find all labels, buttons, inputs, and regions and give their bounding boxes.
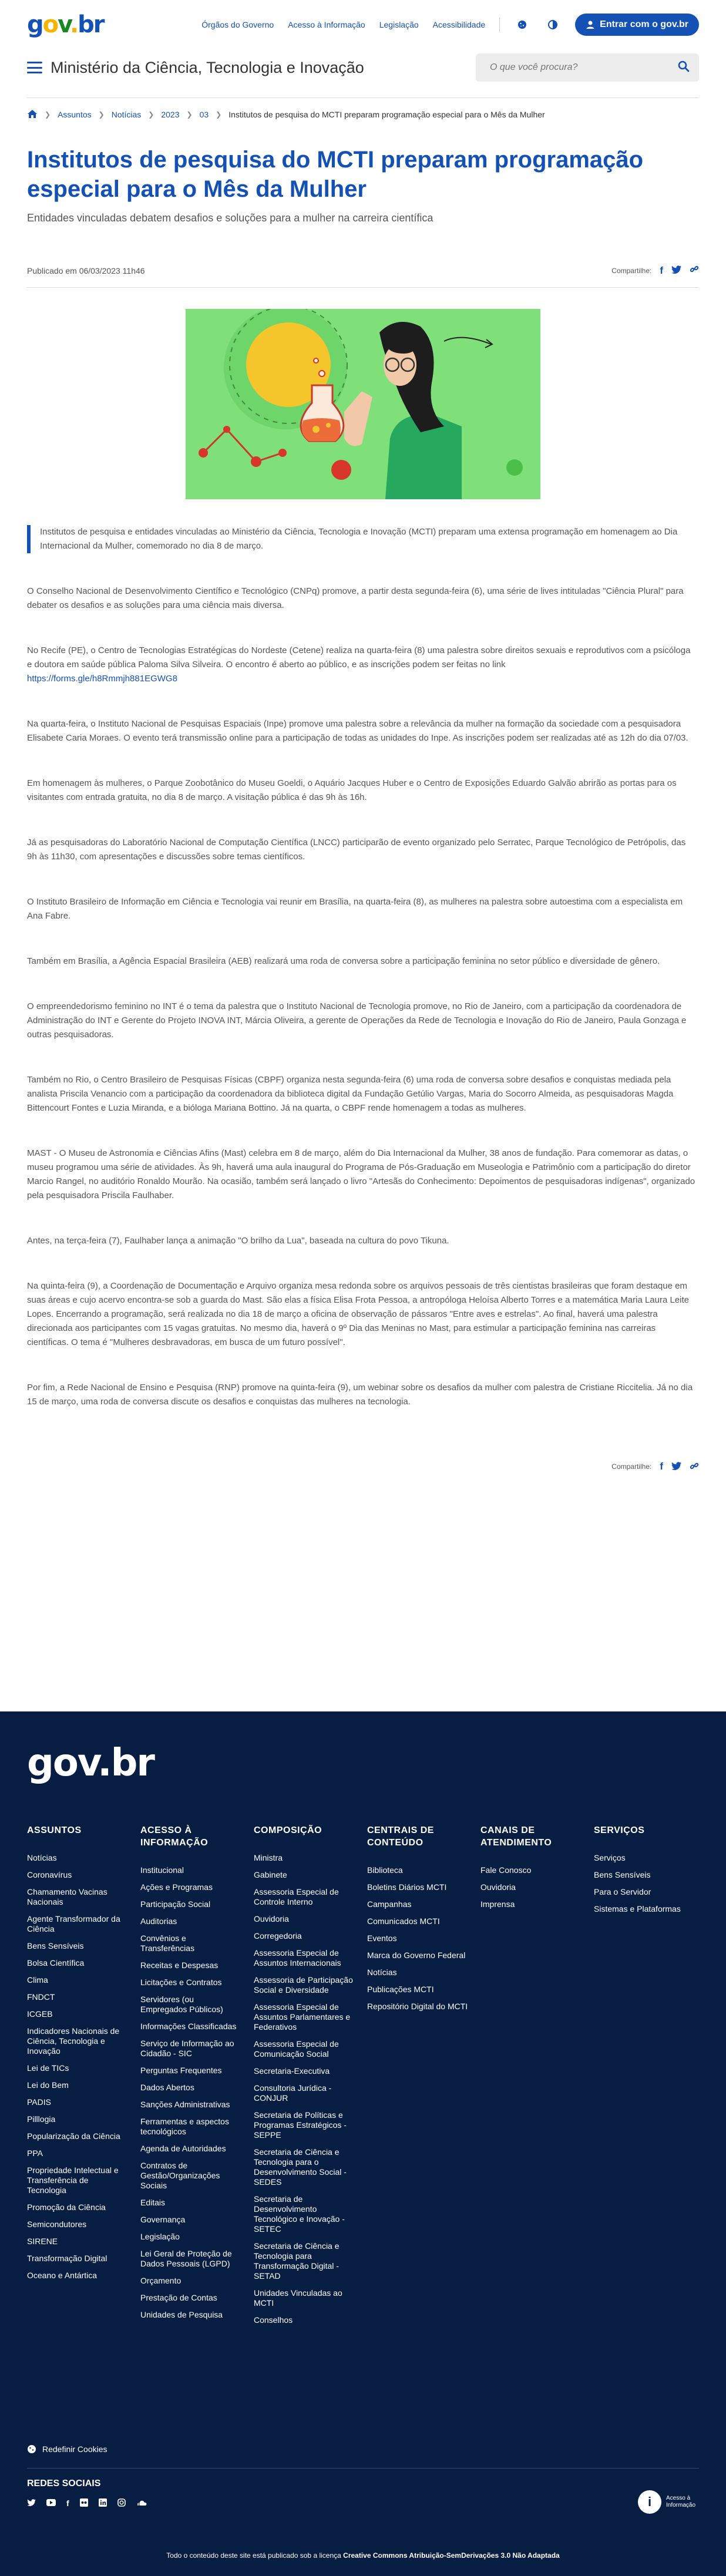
footer-link[interactable]: FNDCT bbox=[27, 1992, 55, 2002]
footer-column-title: COMPOSIÇÃO bbox=[254, 1825, 322, 1835]
cookies-reset[interactable] bbox=[27, 2444, 107, 2454]
footer-link[interactable]: Agente Transformador da Ciência bbox=[27, 1914, 120, 1933]
footer-column bbox=[594, 1824, 707, 2332]
footer-link[interactable]: Secretaria de Políticas e Programas Estratégicos - SEPPE bbox=[254, 2110, 347, 2140]
footer-link[interactable]: Servidores (ou Empregados Públicos) bbox=[140, 1995, 223, 2014]
footer-link[interactable]: Assessoria Especial de Assuntos Internacionais bbox=[254, 1948, 341, 1968]
article-paragraph: O Conselho Nacional de Desenvolvimento Científico e Tecnológico (CNPq) promove, a partir desta segunda-feira (6), uma série de lives intituladas "Ciência Plural" para debater os desafios e as soluções para uma ciência mais diversa. bbox=[27, 586, 684, 610]
footer-column bbox=[480, 1824, 594, 2332]
footer-link[interactable]: Assessoria de Participação Social e Diversidade bbox=[254, 1975, 353, 1995]
chevron-right-icon: ❯ bbox=[45, 110, 51, 119]
user-icon bbox=[586, 20, 595, 29]
article-paragraph: MAST - O Museu de Astronomia e Ciências Afins (Mast) celebra em 8 de março, além do Dia Internacional da Mulher, 38 anos de fundação. Para comemorar as datas, o museu programou uma série de atividades. Às 9h, haverá uma aula inaugural do Programa de Pós-Graduação em Museologia e Patrimônio com a participação do diretor Marcio Rangel, no auditório Ronaldo Mourão. Na ocasião, também será lançado o livro "Artesãs do Conhecimento: Depoimentos de pesquisadoras indígenas", organizado pela pesquisadora Priscila Faulhaber. bbox=[27, 1148, 695, 1200]
article-paragraph: Antes, na terça-feira (7), Faulhaber lança a animação "O brilho da Lua", baseada na cultura do povo Tikuna. bbox=[27, 1236, 449, 1246]
footer-link[interactable]: Legislação bbox=[140, 2232, 180, 2241]
footer-link[interactable]: Ministra bbox=[254, 1853, 283, 1862]
footer-link[interactable]: Participação Social bbox=[140, 1899, 211, 1909]
footer-govbr-logo[interactable] bbox=[27, 1741, 154, 1785]
footer-link[interactable]: Editais bbox=[140, 2198, 166, 2207]
footer-link[interactable]: Receitas e Despesas bbox=[140, 1960, 219, 1970]
footer-link[interactable]: Propriedade Intelectual e Transferência de Tecnologia bbox=[27, 2165, 119, 2195]
footer-link[interactable]: Ouvidoria bbox=[480, 1882, 516, 1892]
article-paragraph: Por fim, a Rede Nacional de Ensino e Pesquisa (RNP) promove na quinta-feira (9), um webinar sobre os desafios da mulher com palestra de Cristiane Riccitelia. Já no dia 15 de março, uma roda de conversa discute os desafios e conquistas das mulheres na tecnologia. bbox=[27, 1383, 693, 1407]
footer-link[interactable]: Lei de TICs bbox=[27, 2063, 69, 2073]
logo-letter: r bbox=[93, 11, 104, 38]
footer-columns bbox=[27, 1824, 707, 2332]
article bbox=[0, 145, 726, 1472]
footer-link[interactable]: Corregedoria bbox=[254, 1931, 302, 1941]
footer-link[interactable]: Governança bbox=[140, 2215, 186, 2224]
divider bbox=[499, 18, 500, 32]
search-bar[interactable] bbox=[476, 53, 699, 82]
footer-link[interactable]: Agenda de Autoridades bbox=[140, 2144, 226, 2153]
logo-letter: r bbox=[136, 1741, 154, 1785]
footer-link[interactable]: Institucional bbox=[140, 1865, 184, 1875]
linkedin-icon[interactable] bbox=[99, 2498, 107, 2508]
footer-link[interactable]: Sanções Administrativas bbox=[140, 2100, 230, 2109]
footer-link[interactable]: Secretaria de Ciência e Tecnologia para Transformação Digital - SETAD bbox=[254, 2241, 340, 2281]
footer-link[interactable]: Lei do Bem bbox=[27, 2080, 69, 2090]
article-paragraph: O Instituto Brasileiro de Informação em Ciência e Tecnologia vai reunir em Brasília, na quarta-feira (8), as mulheres na palestra sobre autoestima com a especialista em Ana Fabre. bbox=[27, 897, 683, 921]
footer-link[interactable]: Lei Geral de Proteção de Dados Pessoais (LGPD) bbox=[140, 2249, 232, 2268]
share-label: Compartilhe: bbox=[611, 266, 652, 275]
footer-link[interactable]: Gabinete bbox=[254, 1870, 287, 1879]
footer-link[interactable]: Convênios e Transferências bbox=[140, 1933, 195, 1953]
footer-link[interactable]: PPA bbox=[27, 2148, 43, 2158]
footer-link[interactable]: Promoção da Ciência bbox=[27, 2202, 106, 2212]
footer-link[interactable]: Licitações e Contratos bbox=[140, 1978, 222, 1987]
footer-link[interactable]: Secretaria-Executiva bbox=[254, 2066, 330, 2076]
flickr-icon[interactable] bbox=[80, 2498, 88, 2508]
logo-letter: b bbox=[110, 1741, 137, 1785]
share-label: Compartilhe: bbox=[611, 1462, 652, 1471]
footer-link[interactable]: Bens Sensíveis bbox=[594, 1870, 651, 1879]
footer-link[interactable]: Semicondutores bbox=[27, 2219, 87, 2229]
article-illustration bbox=[186, 309, 540, 499]
chevron-right-icon: ❯ bbox=[186, 110, 193, 119]
logo-letter: o bbox=[42, 11, 58, 38]
logo-letter: b bbox=[78, 11, 93, 38]
acesso-label: Acesso à Informação bbox=[666, 2495, 696, 2508]
top-bar bbox=[0, 0, 726, 49]
acesso-informacao-link[interactable] bbox=[638, 2490, 695, 2514]
social-title: REDES SOCIAIS bbox=[27, 2479, 101, 2488]
footer-link[interactable]: Publicações MCTI bbox=[367, 1985, 434, 1994]
footer-link[interactable]: Assessoria Especial de Assuntos Parlamentares e Federativos bbox=[254, 2002, 351, 2032]
link-icon[interactable] bbox=[690, 1461, 699, 1472]
nav-acesso-informacao[interactable]: Acesso à Informação bbox=[288, 20, 365, 29]
article-paragraph: Também no Rio, o Centro Brasileiro de Pesquisas Físicas (CBPF) organiza nesta segunda-feira (6) uma roda de conversa sobre desafios e conquistas mediada pela analista Priscila Venancio com a participação da coordenadora da biblioteca digital da Fundação Getúlio Vargas, Maria do Socorro Almeida, as pesquisadoras Magda Bittencourt Fontes e Luzia Miranda, e a bióloga Mariana Bottino. Já na quarta, o CBPF rende homenagem a todas as mulheres. bbox=[27, 1075, 674, 1113]
footer-column bbox=[254, 1824, 367, 2332]
footer-link[interactable]: Prestação de Contas bbox=[140, 2293, 217, 2302]
footer-link[interactable]: Para o Servidor bbox=[594, 1887, 651, 1896]
article-paragraph bbox=[27, 644, 697, 686]
facebook-icon[interactable]: f bbox=[660, 264, 663, 276]
nav-acessibilidade[interactable]: Acessibilidade bbox=[432, 20, 486, 29]
footer-link[interactable]: PADIS bbox=[27, 2097, 51, 2107]
chevron-right-icon: ❯ bbox=[98, 110, 105, 119]
article-paragraph: O empreendedorismo feminino no INT é o tema da palestra que o Instituto Nacional de Tecnologia promove, no Rio de Janeiro, com a participação da coordenadora de Administração do INT e Gerente do Projeto INOVA INT, Márcia Oliveira, a gerente de Operações da Rede de Tecnologia e Inovação do Rio de Janeiro, Paula Gonzaga e outras pesquisadoras. bbox=[27, 1001, 687, 1040]
footer-column-title: ACESSO À INFORMAÇÃO bbox=[140, 1825, 209, 1848]
footer-link[interactable]: Orçamento bbox=[140, 2276, 182, 2285]
footer-link[interactable]: Transformação Digital bbox=[27, 2254, 107, 2263]
article-paragraph: Já as pesquisadoras do Laboratório Nacional de Computação Científica (LNCC) participarão de evento organizado pelo Serratec, Parque Tecnológico de Petrópolis, das 9h às 11h30, com apresentações e discussões sobre temas científicos. bbox=[27, 838, 686, 862]
page-title: Institutos de pesquisa do MCTI preparam programação especial para o Mês da Mulher bbox=[27, 147, 644, 202]
logo-letter: . bbox=[69, 11, 78, 38]
footer-link[interactable]: Unidades Vinculadas ao MCTI bbox=[254, 2288, 342, 2308]
nav-orgaos[interactable]: Órgãos do Governo bbox=[201, 20, 274, 29]
social-links bbox=[27, 2498, 147, 2508]
footer-column bbox=[367, 1824, 480, 2332]
footer-link[interactable]: Assessoria Especial de Controle Interno bbox=[254, 1887, 339, 1906]
article-lead: Institutos de pesquisa e entidades vinculadas ao Ministério da Ciência, Tecnologia e Inovação (MCTI) preparam uma extensa programação em homenagem ao Dia Internacional da Mulher, comemorado no dia 8 de março. bbox=[27, 525, 697, 553]
footer-link[interactable]: Perguntas Frequentes bbox=[140, 2066, 222, 2075]
breadcrumb-2023[interactable]: 2023 bbox=[161, 110, 180, 119]
footer-link[interactable]: Notícias bbox=[367, 1968, 397, 1977]
footer-link[interactable]: Bolsa Científica bbox=[27, 1958, 85, 1968]
footer-link[interactable]: Fale Conosco bbox=[480, 1865, 532, 1875]
footer-link[interactable]: Secretaria de Desenvolvimento Tecnológico e Inovação - SETEC bbox=[254, 2194, 345, 2234]
page-subtitle: Entidades vinculadas debatem desafios e soluções para a mulher na carreira científica bbox=[27, 212, 433, 224]
site-title[interactable]: Ministério da Ciência, Tecnologia e Inovação bbox=[51, 58, 364, 76]
govbr-logo[interactable] bbox=[27, 13, 104, 36]
breadcrumb-current: Institutos de pesquisa do MCTI preparam programação especial para o Mês da Mulher bbox=[228, 110, 545, 119]
footer-column-title: CANAIS DE ATENDIMENTO bbox=[480, 1825, 552, 1848]
share-bar-bottom bbox=[27, 1461, 699, 1472]
footer-link[interactable]: Unidades de Pesquisa bbox=[140, 2310, 223, 2319]
logo-letter: g bbox=[27, 1741, 53, 1785]
footer-link[interactable]: Repositório Digital do MCTI bbox=[367, 2002, 468, 2011]
info-icon: i bbox=[638, 2490, 661, 2514]
article-meta bbox=[27, 264, 699, 277]
license-prefix: Todo o conteúdo deste site está publicado sob a licença bbox=[166, 2551, 341, 2560]
divider bbox=[27, 2468, 699, 2469]
login-button[interactable] bbox=[575, 14, 699, 36]
twitter-icon[interactable] bbox=[27, 2498, 36, 2508]
footer-link[interactable]: Serviço de Informação ao Cidadão - SIC bbox=[140, 2039, 234, 2058]
twitter-icon[interactable] bbox=[671, 1462, 681, 1472]
article-paragraph: Na quarta-feira, o Instituto Nacional de Pesquisas Espaciais (Inpe) promove uma palestra sobre a relevância da mulher na formação da sociedade com a pesquisadora Elisabete Caria Moraes. O evento terá transmissão online para a participação de todas as unidades do Inpe. As inscrições podem ser realizadas até as 12h do dia 07/03. bbox=[27, 719, 688, 743]
footer-link[interactable]: Ações e Programas bbox=[140, 1882, 213, 1892]
top-nav bbox=[201, 14, 699, 36]
license-text bbox=[0, 2551, 726, 2560]
breadcrumb bbox=[0, 99, 726, 130]
share-bar bbox=[611, 264, 699, 277]
logo-letter: v bbox=[58, 11, 70, 38]
footer-link[interactable]: Campanhas bbox=[367, 1899, 412, 1909]
license-link[interactable]: Creative Commons Atribuição-SemDerivações 3.0 Não Adaptada bbox=[343, 2551, 560, 2560]
footer-link[interactable]: Serviços bbox=[594, 1853, 626, 1862]
footer-link[interactable]: Bens Sensíveis bbox=[27, 1941, 84, 1951]
footer-link[interactable]: Sistemas e Plataformas bbox=[594, 1904, 681, 1913]
youtube-icon[interactable] bbox=[46, 2498, 56, 2508]
paragraph-text: No Recife (PE), o Centro de Tecnologias Estratégicas do Nordeste (Cetene) realiza na quarta-feira (8) uma palestra sobre direitos sexuais e reprodutivos com a psicóloga e doutora em saúde pública Paloma Silva Silveira. O encontro é aberto ao público, e as inscrições podem ser feitas no link bbox=[27, 645, 691, 670]
instagram-icon[interactable] bbox=[117, 2498, 126, 2508]
footer-column-title: SERVIÇOS bbox=[594, 1825, 645, 1835]
footer-link[interactable]: Coronavírus bbox=[27, 1870, 72, 1879]
logo-letter: v bbox=[77, 1741, 98, 1785]
footer-link[interactable]: Clima bbox=[27, 1975, 48, 1985]
cookie-icon bbox=[27, 2444, 36, 2454]
contrast-icon[interactable] bbox=[544, 16, 561, 33]
footer-column bbox=[27, 1824, 140, 2332]
footer-link[interactable]: Popularização da Ciência bbox=[27, 2131, 120, 2141]
footer-link[interactable]: Consultoria Jurídica - CONJUR bbox=[254, 2083, 332, 2103]
footer-link[interactable]: Secretaria de Ciência e Tecnologia para o Desenvolvimento Social - SEDES bbox=[254, 2147, 347, 2187]
breadcrumb-03[interactable]: 03 bbox=[199, 110, 209, 119]
logo-letter: . bbox=[98, 1741, 111, 1785]
home-icon[interactable] bbox=[27, 109, 38, 120]
site-header bbox=[0, 49, 726, 86]
cookies-icon[interactable] bbox=[514, 16, 530, 33]
footer-link[interactable]: Biblioteca bbox=[367, 1865, 403, 1875]
breadcrumb-assuntos[interactable]: Assuntos bbox=[58, 110, 92, 119]
logo-letter: o bbox=[52, 1741, 78, 1785]
footer-link[interactable]: Eventos bbox=[367, 1933, 397, 1943]
footer-link[interactable]: Contratos de Gestão/Organizações Sociais bbox=[140, 2161, 220, 2190]
footer-link[interactable]: Conselhos bbox=[254, 2315, 293, 2325]
twitter-icon[interactable] bbox=[671, 265, 681, 277]
footer-link[interactable]: Auditorias bbox=[140, 1916, 177, 1926]
divider bbox=[27, 287, 699, 288]
footer-link[interactable]: Notícias bbox=[27, 1853, 57, 1862]
link-icon[interactable] bbox=[690, 264, 699, 277]
article-paragraph: Na quinta-feira (9), a Coordenação de Documentação e Arquivo organiza mesa redonda sobre os arquivos pessoais de três cientistas brasileiras que foram destaque em suas áreas e cujo acervo encontra-se sob a guarda do Mast. São elas a física Elisa Frota Pessoa, a antropóloga Heloísa Alberto Torres e a matemática Maria Laura Leite Lopes. Encerrando a programação, será realizada no dia 18 de março a oficina de observação de pássaros "Entre aves e estrelas". Ao final, haverá uma palestra direcionada aos participantes com 15 vagas gratuitas. No mesmo dia, haverá o 9º Dia das Meninas no Mast, para estimular a participação feminina nas carreiras científicas. O tema é "Mulheres desbravadoras, em busca de um futuro possível". bbox=[27, 1281, 690, 1347]
soundcloud-icon[interactable] bbox=[136, 2498, 147, 2508]
search-icon[interactable] bbox=[678, 60, 690, 75]
logo-letter: g bbox=[27, 11, 43, 38]
facebook-icon[interactable]: f bbox=[66, 2498, 69, 2508]
form-link[interactable]: https://forms.gle/h8Rmmjh881EGWG8 bbox=[27, 674, 177, 684]
chevron-right-icon: ❯ bbox=[216, 110, 222, 119]
footer-link[interactable]: Imprensa bbox=[480, 1899, 515, 1909]
footer-link[interactable]: Ferramentas e aspectos tecnológicos bbox=[140, 2117, 229, 2136]
published-date: Publicado em 06/03/2023 11h46 bbox=[27, 265, 145, 275]
footer-link[interactable]: Assessoria Especial de Comunicação Social bbox=[254, 2039, 339, 2059]
footer-column-title: CENTRAIS DE CONTEÚDO bbox=[367, 1825, 434, 1848]
footer-link[interactable]: Dados Abertos bbox=[140, 2083, 194, 2092]
login-label: Entrar com o gov.br bbox=[600, 19, 688, 29]
site-footer bbox=[0, 1711, 726, 2576]
footer-link[interactable]: Indicadores Nacionais de Ciência, Tecnologia e Inovação bbox=[27, 2026, 120, 2056]
cookies-label: Redefinir Cookies bbox=[42, 2444, 107, 2454]
footer-link[interactable]: ICGEB bbox=[27, 2009, 53, 2019]
footer-column-title: ASSUNTOS bbox=[27, 1825, 82, 1835]
menu-icon[interactable] bbox=[27, 62, 42, 73]
footer-link[interactable]: Ouvidoria bbox=[254, 1914, 289, 1923]
footer-link[interactable]: Marca do Governo Federal bbox=[367, 1951, 466, 1960]
footer-link[interactable]: Chamamento Vacinas Nacionais bbox=[27, 1887, 107, 1906]
facebook-icon[interactable]: f bbox=[660, 1461, 663, 1472]
footer-link[interactable]: Pilllogia bbox=[27, 2114, 56, 2124]
footer-link[interactable]: SIRENE bbox=[27, 2237, 58, 2246]
nav-legislacao[interactable]: Legislação bbox=[379, 20, 419, 29]
chevron-right-icon: ❯ bbox=[148, 110, 154, 119]
breadcrumb-noticias[interactable]: Notícias bbox=[111, 110, 142, 119]
footer-link[interactable]: Comunicados MCTI bbox=[367, 1916, 440, 1926]
footer-link[interactable]: Boletins Diários MCTI bbox=[367, 1882, 447, 1892]
search-input[interactable] bbox=[490, 62, 678, 73]
footer-link[interactable]: Informações Classificadas bbox=[140, 2022, 237, 2031]
footer-link[interactable]: Oceano e Antártica bbox=[27, 2271, 98, 2280]
article-body bbox=[27, 525, 699, 1409]
footer-column bbox=[140, 1824, 254, 2332]
divider bbox=[27, 97, 699, 98]
article-paragraph: Também em Brasília, a Agência Espacial Brasileira (AEB) realizará uma roda de conversa sobre a participação feminina no setor público e diversidade de gênero. bbox=[27, 956, 660, 966]
article-paragraph: Em homenagem às mulheres, o Parque Zoobotânico do Museu Goeldi, o Aquário Jacques Huber e o Centro de Exposições Eduardo Galvão abrirão as portas para os visitantes com entrada gratuita, no dia 8 de março. A visitação pública é das 9h às 16h. bbox=[27, 778, 677, 802]
